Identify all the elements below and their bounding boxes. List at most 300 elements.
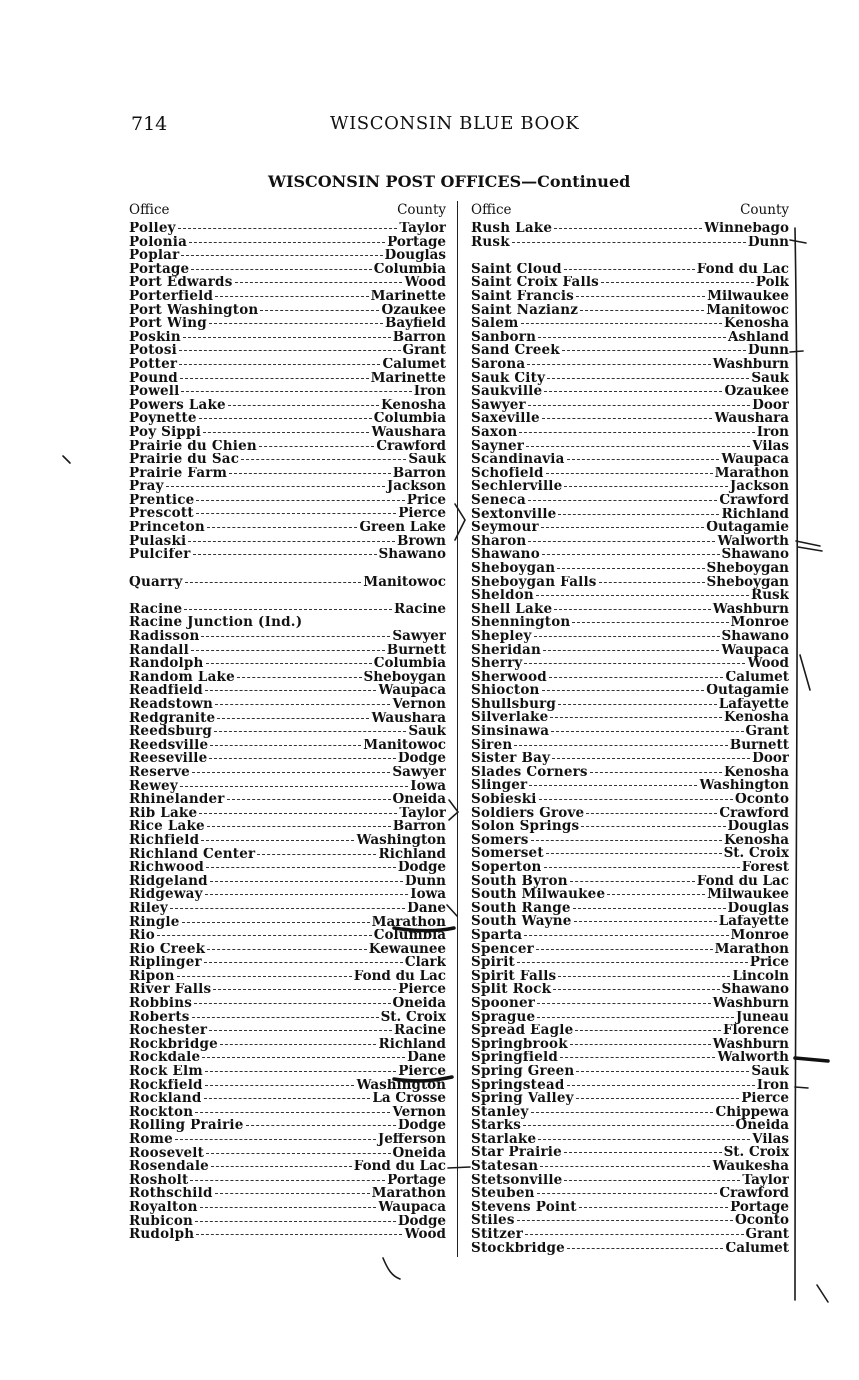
county-name: Price xyxy=(406,493,446,508)
list-item xyxy=(471,725,789,739)
dot-leader xyxy=(521,322,722,324)
list-item xyxy=(471,1038,789,1052)
office-name: South Milwaukee xyxy=(471,888,606,902)
dot-leader xyxy=(207,948,367,950)
office-name: Rockland xyxy=(129,1092,202,1106)
county-name: Richland xyxy=(721,507,789,522)
list-item xyxy=(471,222,789,236)
list-item xyxy=(129,929,446,943)
list-item xyxy=(129,875,446,889)
dot-leader xyxy=(191,268,371,270)
office-name: Powell xyxy=(129,385,180,399)
list-item xyxy=(129,983,446,997)
county-name: Florence xyxy=(722,1024,789,1038)
dot-leader xyxy=(572,621,728,623)
office-name: Sparta xyxy=(471,928,523,943)
county-name: Waupaca xyxy=(721,643,789,658)
list-item xyxy=(471,1079,789,1093)
list-item xyxy=(129,888,446,902)
list-item xyxy=(471,304,789,318)
county-name: Oneida xyxy=(392,997,446,1011)
county-name: Columbia xyxy=(373,657,446,671)
list-item xyxy=(129,848,446,862)
list-item xyxy=(129,1133,446,1147)
county-name: Douglas xyxy=(727,901,789,916)
list-item xyxy=(129,426,446,440)
county-name: Calumet xyxy=(382,357,446,372)
dot-leader xyxy=(540,1165,710,1167)
dot-leader xyxy=(526,445,750,447)
list-item xyxy=(129,507,446,521)
list-item xyxy=(129,834,446,848)
dot-leader xyxy=(536,948,713,950)
list-item xyxy=(471,399,789,413)
office-name: Sherry xyxy=(471,657,523,671)
county-name: Outagamie xyxy=(706,684,789,698)
county-name: Marathon xyxy=(714,466,789,481)
county-name: Dunn xyxy=(747,235,789,250)
office-name: Salem xyxy=(471,317,519,331)
dot-leader xyxy=(560,1056,715,1058)
office-name: Somerset xyxy=(471,847,544,862)
office-name: Porterfield xyxy=(129,289,214,304)
dot-leader xyxy=(550,716,722,718)
dot-leader xyxy=(517,961,748,963)
office-name: Princeton xyxy=(129,521,205,535)
right-column xyxy=(471,201,789,1255)
office-name: Stetsonville xyxy=(471,1173,563,1188)
county-name: Marinette xyxy=(370,289,446,304)
office-name: Rio Creek xyxy=(129,942,206,957)
list-item xyxy=(471,657,789,671)
dot-leader xyxy=(201,839,354,841)
office-name: Silverlake xyxy=(471,711,549,726)
county-heading: County xyxy=(740,202,789,218)
dot-leader xyxy=(190,1179,385,1181)
office-name: Rudolph xyxy=(129,1228,195,1242)
dot-leader xyxy=(538,336,726,338)
dot-leader xyxy=(193,553,377,555)
list-item xyxy=(471,1106,789,1120)
dot-leader xyxy=(175,1138,376,1140)
dot-leader xyxy=(204,1097,371,1099)
dot-leader xyxy=(182,921,370,923)
county-name: Vernon xyxy=(392,698,446,712)
list-item xyxy=(129,820,446,834)
county-name: Kewaunee xyxy=(368,942,446,957)
dot-leader xyxy=(215,703,390,705)
county-name: Waushara xyxy=(371,425,446,440)
dot-leader xyxy=(194,1002,390,1004)
office-name: Sarona xyxy=(471,358,526,372)
office-name: Sheboygan Falls xyxy=(471,575,597,590)
county-name: Dunn xyxy=(747,344,789,359)
list-item xyxy=(471,453,789,467)
office-name: Roosevelt xyxy=(129,1146,205,1161)
dot-leader xyxy=(201,635,390,637)
county-name: Kenosha xyxy=(380,398,446,413)
dot-leader xyxy=(206,662,372,664)
list-item xyxy=(129,304,446,318)
office-name: Sobieski xyxy=(471,793,537,807)
dot-leader xyxy=(567,458,720,460)
county-name: Manitowoc xyxy=(363,738,446,753)
dot-leader xyxy=(547,377,749,379)
list-item xyxy=(129,1092,446,1106)
county-name: St. Croix xyxy=(723,1146,789,1161)
list-item xyxy=(129,766,446,780)
office-heading: Office xyxy=(129,202,170,218)
county-name: Sawyer xyxy=(392,765,446,780)
dot-leader xyxy=(576,1097,740,1099)
county-name: Wood xyxy=(404,1228,446,1242)
dot-leader xyxy=(207,825,391,827)
dot-leader xyxy=(542,689,705,691)
county-name: Dodge xyxy=(397,752,446,766)
dot-leader xyxy=(257,853,376,855)
list-item xyxy=(471,372,789,386)
list-item xyxy=(471,344,789,358)
county-name: Monroe xyxy=(730,928,789,943)
list-item xyxy=(471,1201,789,1215)
dot-leader xyxy=(514,744,727,746)
office-name: Sand Creek xyxy=(471,344,560,359)
county-name: Shawano xyxy=(721,629,789,644)
list-item xyxy=(471,711,789,725)
list-item xyxy=(129,576,446,603)
list-item xyxy=(129,494,446,508)
office-name: Soperton xyxy=(471,861,542,875)
column-header xyxy=(471,201,789,219)
column-divider xyxy=(457,201,458,1257)
dot-leader xyxy=(517,1219,733,1221)
list-item xyxy=(471,943,789,957)
office-name: Solon Springs xyxy=(471,820,580,834)
dot-leader xyxy=(205,1084,355,1086)
county-name: Vernon xyxy=(392,1105,446,1120)
dot-leader xyxy=(523,1124,734,1126)
list-item xyxy=(471,834,789,848)
county-name: Monroe xyxy=(730,616,789,630)
dot-leader xyxy=(531,1111,714,1113)
list-item xyxy=(129,630,446,644)
office-name: Poy Sippi xyxy=(129,425,202,440)
dot-leader xyxy=(215,1192,370,1194)
dot-leader xyxy=(170,907,405,909)
office-name: Siren xyxy=(471,738,513,753)
office-name: Rosendale xyxy=(129,1160,209,1174)
office-name: Sechlerville xyxy=(471,480,563,494)
list-item xyxy=(471,875,789,889)
dot-leader xyxy=(564,1179,740,1181)
dot-leader xyxy=(228,404,379,406)
office-name: Sheboygan xyxy=(471,561,556,576)
list-item xyxy=(129,1119,446,1133)
dot-leader xyxy=(574,920,717,922)
county-name: Walworth xyxy=(717,1051,789,1065)
list-item xyxy=(129,793,446,807)
office-name: Shiocton xyxy=(471,684,540,698)
dot-leader xyxy=(580,309,704,311)
list-item xyxy=(129,807,446,821)
county-name: Dunn xyxy=(404,874,446,889)
list-item xyxy=(471,521,789,535)
dot-leader xyxy=(607,893,705,895)
office-name: River Falls xyxy=(129,983,212,998)
dot-leader xyxy=(166,485,385,487)
dot-leader xyxy=(195,1111,390,1113)
office-name: Soldiers Grove xyxy=(471,806,585,821)
dot-leader xyxy=(196,499,404,501)
dot-leader xyxy=(204,961,403,963)
office-name: Ripon xyxy=(129,969,175,984)
list-item xyxy=(471,576,789,590)
office-name: Sawyer xyxy=(471,398,526,413)
office-name: Prentice xyxy=(129,493,195,508)
county-name: Crawford xyxy=(719,806,789,821)
list-item xyxy=(129,739,446,753)
list-item xyxy=(129,861,446,875)
office-name: Rockdale xyxy=(129,1051,201,1066)
office-name: Star Prairie xyxy=(471,1146,562,1161)
county-name: Portage xyxy=(730,1200,789,1215)
county-name: Waushara xyxy=(371,711,446,726)
list-item xyxy=(129,249,446,263)
dot-leader xyxy=(539,798,733,800)
county-name: Dodge xyxy=(397,1214,446,1229)
list-item xyxy=(129,548,446,575)
office-name: Saint Francis xyxy=(471,290,574,304)
dot-leader xyxy=(207,526,358,528)
office-name: Readfield xyxy=(129,684,203,698)
office-name: Richfield xyxy=(129,833,200,848)
dot-leader xyxy=(599,581,705,583)
dot-leader xyxy=(528,404,750,406)
list-item xyxy=(129,1174,446,1188)
county-name: Rusk xyxy=(751,589,789,603)
dot-leader xyxy=(564,268,695,270)
office-name: Shullsburg xyxy=(471,697,557,712)
office-name: Racine Junction (Ind.) xyxy=(129,616,303,631)
county-name: Sheboygan xyxy=(706,575,789,590)
office-name: Rio xyxy=(129,929,155,943)
county-name: Jefferson xyxy=(377,1133,446,1147)
list-item xyxy=(471,426,789,440)
office-name: Reserve xyxy=(129,765,190,780)
county-name: Marathon xyxy=(714,942,789,957)
county-name: Dodge xyxy=(397,861,446,875)
county-name: Burnett xyxy=(386,643,446,658)
county-name: Kenosha xyxy=(723,765,789,780)
list-item xyxy=(471,535,789,549)
county-name: Shawano xyxy=(378,548,446,563)
office-name: Rush Lake xyxy=(471,222,553,236)
county-name: Wood xyxy=(747,657,789,671)
office-name: Saint Croix Falls xyxy=(471,276,599,291)
list-item xyxy=(129,970,446,984)
dot-leader xyxy=(184,608,392,610)
dot-leader xyxy=(590,771,722,773)
county-name: Grant xyxy=(745,1228,789,1242)
office-name: Saint Nazianz xyxy=(471,303,579,318)
county-name: Columbia xyxy=(373,929,446,943)
dot-leader xyxy=(528,540,715,542)
list-item xyxy=(471,1214,789,1228)
office-name: Schofield xyxy=(471,466,544,481)
county-name: Kenosha xyxy=(723,317,789,331)
office-name: Rice Lake xyxy=(129,820,205,834)
list-item xyxy=(471,236,789,263)
county-name: Crawford xyxy=(719,493,789,508)
list-item xyxy=(471,589,789,603)
dot-leader xyxy=(205,689,376,691)
office-name: Richwood xyxy=(129,861,205,875)
dot-leader xyxy=(543,649,719,651)
office-name: South Byron xyxy=(471,874,568,889)
dot-leader xyxy=(541,526,704,528)
office-name: Polley xyxy=(129,222,176,236)
county-name: Waushara xyxy=(714,412,789,427)
county-name: Washburn xyxy=(712,996,789,1011)
office-name: Racine xyxy=(129,602,183,617)
office-name: Rothschild xyxy=(129,1187,213,1201)
office-name: Rubicon xyxy=(129,1214,194,1229)
office-name: Spooner xyxy=(471,996,536,1011)
dot-leader xyxy=(200,1206,377,1208)
dot-leader xyxy=(525,1233,743,1235)
list-item xyxy=(471,1160,789,1174)
county-name: Oconto xyxy=(734,1214,789,1229)
county-name: Iowa xyxy=(410,779,446,794)
office-name: South Wayne xyxy=(471,915,572,929)
list-item xyxy=(471,1242,789,1256)
county-name: Grant xyxy=(745,725,789,739)
dot-leader xyxy=(601,281,754,283)
list-item xyxy=(471,1146,789,1160)
office-heading: Office xyxy=(471,202,512,218)
county-name: Dodge xyxy=(397,1119,446,1133)
office-name: Saukville xyxy=(471,385,543,399)
office-name: Poskin xyxy=(129,330,181,345)
county-name: St. Croix xyxy=(723,847,789,862)
list-item xyxy=(471,739,789,753)
office-name: Stanley xyxy=(471,1105,529,1120)
dot-leader xyxy=(180,377,369,379)
office-name: Roberts xyxy=(129,1010,190,1025)
office-name: Rolling Prairie xyxy=(129,1119,244,1133)
office-name: Sanborn xyxy=(471,330,537,345)
office-name: Radisson xyxy=(129,630,200,644)
office-name: Scandinavia xyxy=(471,453,565,467)
list-item xyxy=(129,236,446,250)
dot-leader xyxy=(524,934,728,936)
office-name: Springfield xyxy=(471,1051,558,1065)
dot-leader xyxy=(576,1070,749,1072)
list-item xyxy=(471,698,789,712)
county-name: Washington xyxy=(356,833,446,848)
list-item xyxy=(471,671,789,685)
county-name: Fond du Lac xyxy=(353,1160,446,1174)
office-name: Shepley xyxy=(471,629,532,644)
dot-leader xyxy=(203,431,369,433)
county-name: Shawano xyxy=(721,548,789,562)
list-item xyxy=(129,725,446,739)
running-head: WISCONSIN BLUE BOOK xyxy=(330,113,580,134)
post-office-list xyxy=(471,222,789,1255)
list-item xyxy=(129,997,446,1011)
county-name: St. Croix xyxy=(380,1010,446,1025)
list-item xyxy=(129,1147,446,1161)
list-item xyxy=(129,1051,446,1065)
office-name: Spirit Falls xyxy=(471,969,557,984)
office-name: Spring Valley xyxy=(471,1092,574,1106)
county-name: Fond du Lac xyxy=(696,874,789,889)
office-name: Spirit xyxy=(471,956,515,970)
office-name: Sharon xyxy=(471,534,527,549)
dot-leader xyxy=(196,1233,402,1235)
office-name: Stevens Point xyxy=(471,1200,577,1215)
list-item xyxy=(129,1024,446,1038)
dot-leader xyxy=(564,485,727,487)
dot-leader xyxy=(179,349,401,351)
county-name: Winnebago xyxy=(704,222,789,236)
office-name: Port Wing xyxy=(129,317,207,331)
dot-leader xyxy=(259,445,374,447)
county-name: La Crosse xyxy=(372,1092,446,1106)
list-item xyxy=(471,902,789,916)
office-name: South Range xyxy=(471,901,571,916)
county-name: Door xyxy=(752,752,789,766)
dot-leader xyxy=(157,934,372,936)
list-item xyxy=(471,1133,789,1147)
dot-leader xyxy=(215,295,368,297)
dot-leader xyxy=(210,744,361,746)
dot-leader xyxy=(586,812,717,814)
county-name: Kenosha xyxy=(723,711,789,726)
office-name: Randall xyxy=(129,643,189,658)
office-name: Stiles xyxy=(471,1214,515,1229)
county-name: Sheboygan xyxy=(363,670,446,685)
county-name: Dane xyxy=(407,1051,446,1066)
county-name: Outagamie xyxy=(706,521,789,535)
list-item xyxy=(129,752,446,766)
county-name: Sauk xyxy=(751,1064,789,1079)
dot-leader xyxy=(246,1124,396,1126)
county-name: Price xyxy=(749,956,789,970)
office-name: Seymour xyxy=(471,521,539,535)
list-item xyxy=(129,521,446,535)
office-name: Shell Lake xyxy=(471,602,553,617)
list-item xyxy=(129,1065,446,1079)
dot-leader xyxy=(213,988,396,990)
list-item xyxy=(471,494,789,508)
office-name: Ringle xyxy=(129,915,180,930)
county-name: Sawyer xyxy=(392,630,446,644)
list-item xyxy=(129,480,446,494)
dot-leader xyxy=(210,880,403,882)
list-item xyxy=(129,916,446,930)
office-name: Sauk City xyxy=(471,371,546,386)
office-name: Reedsville xyxy=(129,738,209,753)
list-item xyxy=(471,480,789,494)
county-name: Columbia xyxy=(373,262,446,277)
office-name: Saxon xyxy=(471,426,518,440)
list-item xyxy=(129,399,446,413)
office-name: Spencer xyxy=(471,942,534,957)
dot-leader xyxy=(537,1016,734,1018)
list-item xyxy=(129,616,446,630)
dot-leader xyxy=(531,839,722,841)
